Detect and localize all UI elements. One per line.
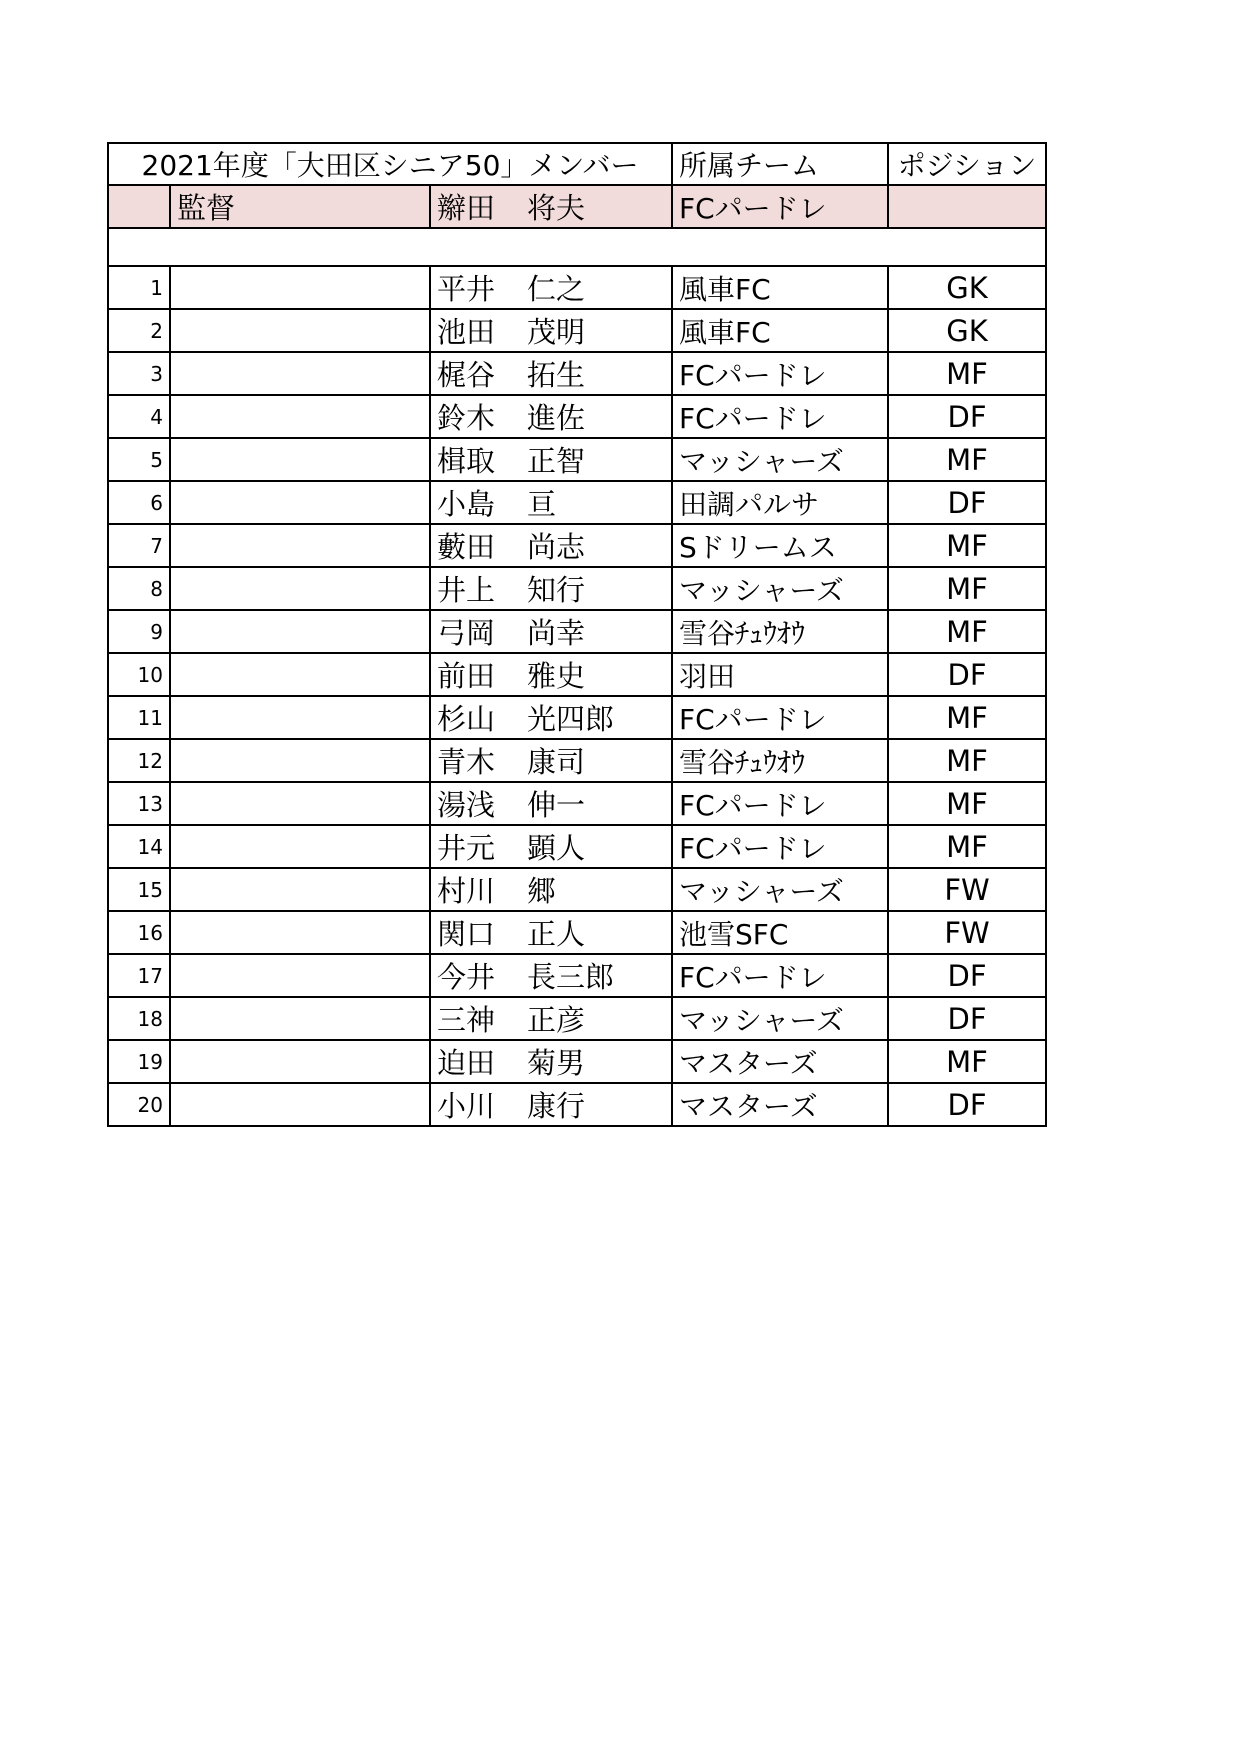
player-role-cell — [170, 309, 430, 352]
player-given-name: 顕人 — [527, 831, 586, 865]
player-family-name: 池田 — [437, 315, 496, 349]
table-row — [108, 309, 1046, 352]
player-name-cell — [430, 438, 672, 481]
player-team: 風車FC — [672, 266, 888, 309]
player-family-name: 小島 — [437, 487, 496, 521]
player-position: DF — [888, 997, 1046, 1040]
player-team: FCパードレ — [672, 395, 888, 438]
player-family-name: 小川 — [437, 1089, 496, 1123]
player-number: 17 — [108, 954, 170, 997]
table-row — [108, 395, 1046, 438]
blank-separator-row — [108, 228, 1046, 266]
player-number: 10 — [108, 653, 170, 696]
table-row — [108, 739, 1046, 782]
table-row — [108, 1083, 1046, 1126]
player-family-name: 湯浅 — [437, 788, 496, 822]
player-position: DF — [888, 954, 1046, 997]
player-given-name: 伸一 — [527, 788, 586, 822]
table-row — [108, 567, 1046, 610]
player-family-name: 梶谷 — [437, 358, 496, 392]
player-role-cell — [170, 653, 430, 696]
player-number: 18 — [108, 997, 170, 1040]
player-given-name: 雅史 — [527, 659, 586, 693]
coach-number-cell — [108, 185, 170, 228]
player-name-cell — [430, 395, 672, 438]
player-family-name: 弓岡 — [437, 616, 496, 650]
player-given-name: 茂明 — [527, 315, 586, 349]
player-number: 7 — [108, 524, 170, 567]
table-row — [108, 825, 1046, 868]
player-name-cell — [430, 1040, 672, 1083]
player-position: DF — [888, 395, 1046, 438]
player-role-cell — [170, 954, 430, 997]
player-given-name: 亘 — [527, 487, 557, 521]
player-team: FCパードレ — [672, 352, 888, 395]
player-family-name: 青木 — [437, 745, 496, 779]
table-row — [108, 266, 1046, 309]
player-name-cell — [430, 567, 672, 610]
player-position: MF — [888, 825, 1046, 868]
coach-name-cell — [430, 185, 672, 228]
player-name-cell — [430, 481, 672, 524]
player-number: 15 — [108, 868, 170, 911]
player-given-name: 郷 — [527, 874, 557, 908]
player-role-cell — [170, 825, 430, 868]
player-role-cell — [170, 395, 430, 438]
player-name-cell — [430, 997, 672, 1040]
player-team: 風車FC — [672, 309, 888, 352]
player-number: 13 — [108, 782, 170, 825]
player-position: DF — [888, 481, 1046, 524]
player-number: 1 — [108, 266, 170, 309]
player-family-name: 迫田 — [437, 1046, 496, 1080]
player-name-cell — [430, 782, 672, 825]
player-family-name: 鈴木 — [437, 401, 496, 435]
player-team: マッシャーズ — [672, 567, 888, 610]
player-given-name: 正彦 — [527, 1003, 586, 1037]
player-team: FCパードレ — [672, 825, 888, 868]
table-row — [108, 954, 1046, 997]
player-position: MF — [888, 782, 1046, 825]
player-name-cell — [430, 739, 672, 782]
player-given-name: 長三郎 — [527, 960, 615, 994]
player-number: 16 — [108, 911, 170, 954]
player-position: DF — [888, 653, 1046, 696]
blank-separator-cell — [108, 228, 1046, 266]
player-position: FW — [888, 911, 1046, 954]
player-team: 羽田 — [672, 653, 888, 696]
table-row — [108, 438, 1046, 481]
player-number: 4 — [108, 395, 170, 438]
player-role-cell — [170, 1040, 430, 1083]
coach-role-label: 監督 — [170, 185, 430, 228]
player-role-cell — [170, 610, 430, 653]
player-role-cell — [170, 266, 430, 309]
player-family-name: 井上 — [437, 573, 496, 607]
player-given-name: 尚志 — [527, 530, 586, 564]
player-role-cell — [170, 524, 430, 567]
member-roster-table — [107, 142, 1047, 1127]
player-family-name: 三神 — [437, 1003, 496, 1037]
coach-row — [108, 185, 1046, 228]
player-position: MF — [888, 352, 1046, 395]
player-given-name: 菊男 — [527, 1046, 586, 1080]
team-header: 所属チーム — [672, 143, 888, 185]
player-given-name: 拓生 — [527, 358, 586, 392]
player-given-name: 知行 — [527, 573, 586, 607]
player-number: 3 — [108, 352, 170, 395]
player-role-cell — [170, 438, 430, 481]
player-role-cell — [170, 1083, 430, 1126]
player-given-name: 康司 — [527, 745, 586, 779]
coach-position-cell — [888, 185, 1046, 228]
player-team: 池雪SFC — [672, 911, 888, 954]
table-row — [108, 696, 1046, 739]
table-row — [108, 911, 1046, 954]
player-number: 11 — [108, 696, 170, 739]
player-position: FW — [888, 868, 1046, 911]
player-team: FCパードレ — [672, 954, 888, 997]
player-name-cell — [430, 696, 672, 739]
player-given-name: 正智 — [527, 444, 586, 478]
table-row — [108, 653, 1046, 696]
player-team: Sドリームス — [672, 524, 888, 567]
table-row — [108, 610, 1046, 653]
player-position: DF — [888, 1083, 1046, 1126]
player-role-cell — [170, 352, 430, 395]
player-position: MF — [888, 610, 1046, 653]
coach-given-name: 将夫 — [527, 191, 586, 225]
player-family-name: 村川 — [437, 874, 496, 908]
player-family-name: 関口 — [437, 917, 496, 951]
coach-family-name: 辮田 — [437, 191, 496, 225]
player-role-cell — [170, 696, 430, 739]
table-row — [108, 524, 1046, 567]
player-position: MF — [888, 567, 1046, 610]
player-team: マスターズ — [672, 1040, 888, 1083]
player-role-cell — [170, 782, 430, 825]
player-team: FCパードレ — [672, 696, 888, 739]
player-position: GK — [888, 266, 1046, 309]
title-row — [108, 143, 1046, 185]
player-team: 田調パルサ — [672, 481, 888, 524]
player-position: MF — [888, 524, 1046, 567]
table-row — [108, 1040, 1046, 1083]
player-given-name: 康行 — [527, 1089, 586, 1123]
player-family-name: 今井 — [437, 960, 496, 994]
player-number: 2 — [108, 309, 170, 352]
player-number: 14 — [108, 825, 170, 868]
player-family-name: 平井 — [437, 272, 496, 306]
player-number: 9 — [108, 610, 170, 653]
player-number: 8 — [108, 567, 170, 610]
player-role-cell — [170, 911, 430, 954]
player-number: 5 — [108, 438, 170, 481]
roster-title: 2021年度「大田区シニア50」メンバー — [108, 143, 672, 185]
player-given-name: 仁之 — [527, 272, 586, 306]
player-team: 雪谷ﾁｭｳｵｳ — [672, 739, 888, 782]
player-name-cell — [430, 911, 672, 954]
player-name-cell — [430, 954, 672, 997]
player-name-cell — [430, 653, 672, 696]
player-number: 19 — [108, 1040, 170, 1083]
player-name-cell — [430, 610, 672, 653]
player-team: マスターズ — [672, 1083, 888, 1126]
player-role-cell — [170, 739, 430, 782]
player-number: 12 — [108, 739, 170, 782]
player-team: マッシャーズ — [672, 868, 888, 911]
table-row — [108, 868, 1046, 911]
player-name-cell — [430, 1083, 672, 1126]
player-number: 6 — [108, 481, 170, 524]
player-role-cell — [170, 567, 430, 610]
player-position: MF — [888, 696, 1046, 739]
player-name-cell — [430, 266, 672, 309]
player-team: マッシャーズ — [672, 997, 888, 1040]
player-family-name: 藪田 — [437, 530, 496, 564]
player-given-name: 正人 — [527, 917, 586, 951]
player-position: MF — [888, 1040, 1046, 1083]
player-given-name: 進佐 — [527, 401, 586, 435]
player-role-cell — [170, 997, 430, 1040]
table-row — [108, 352, 1046, 395]
player-given-name: 尚幸 — [527, 616, 586, 650]
table-row — [108, 782, 1046, 825]
coach-team-cell: FCパードレ — [672, 185, 888, 228]
player-role-cell — [170, 868, 430, 911]
player-role-cell — [170, 481, 430, 524]
player-name-cell — [430, 352, 672, 395]
player-name-cell — [430, 524, 672, 567]
player-name-cell — [430, 309, 672, 352]
player-number: 20 — [108, 1083, 170, 1126]
player-family-name: 杉山 — [437, 702, 496, 736]
roster-body — [108, 143, 1046, 1126]
player-name-cell — [430, 868, 672, 911]
player-position: MF — [888, 739, 1046, 782]
player-name-cell — [430, 825, 672, 868]
player-given-name: 光四郎 — [527, 702, 615, 736]
table-row — [108, 997, 1046, 1040]
player-family-name: 楫取 — [437, 444, 496, 478]
player-team: 雪谷ﾁｭｳｵｳ — [672, 610, 888, 653]
table-row — [108, 481, 1046, 524]
player-family-name: 前田 — [437, 659, 496, 693]
player-position: GK — [888, 309, 1046, 352]
player-team: マッシャーズ — [672, 438, 888, 481]
position-header: ポジション — [888, 143, 1046, 185]
player-family-name: 井元 — [437, 831, 496, 865]
player-position: MF — [888, 438, 1046, 481]
player-team: FCパードレ — [672, 782, 888, 825]
